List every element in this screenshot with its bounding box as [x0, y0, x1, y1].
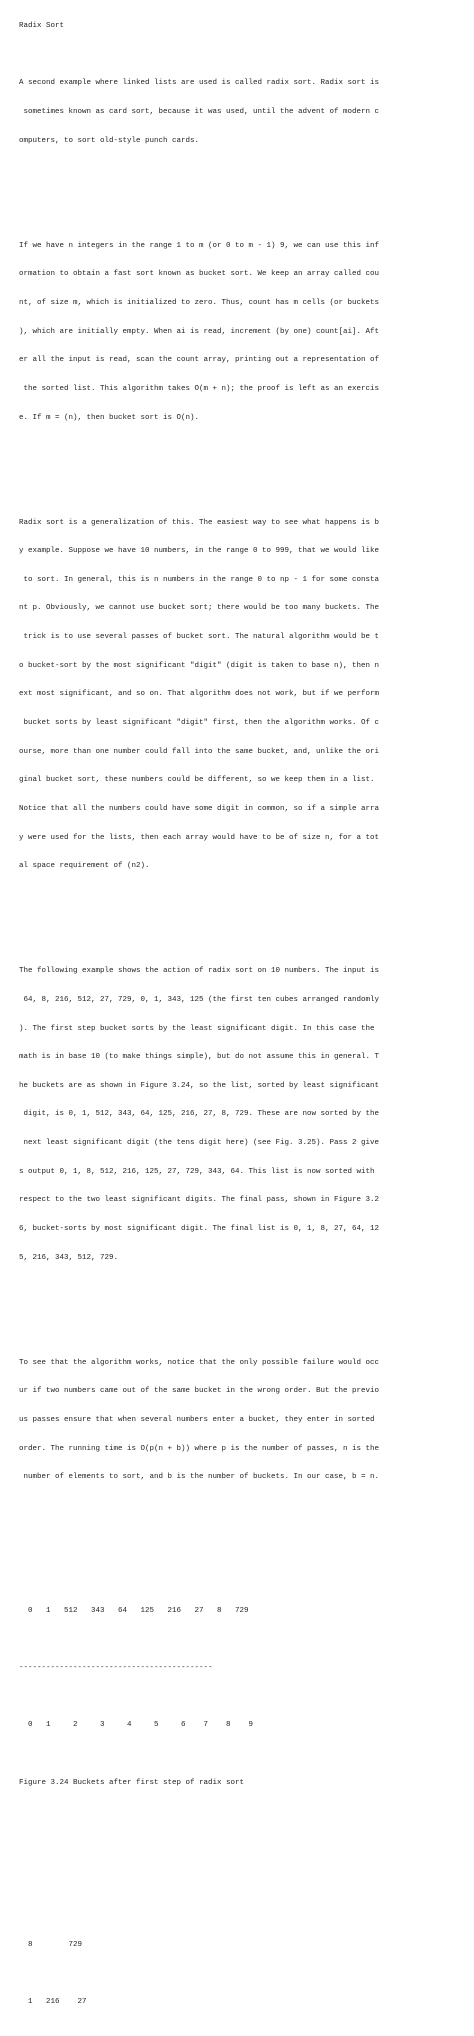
text-line: To see that the algorithm works, notice that the only possible failure would occ [19, 1358, 380, 1367]
figure-3-24 [19, 1588, 469, 1808]
text-line: y example. Suppose we have 10 numbers, in the range 0 to 999, that we would like [19, 547, 380, 556]
text-line: o bucket-sort by the most significant "digit" (digit is taken to base n), then n [19, 661, 380, 670]
figure-gap [19, 1970, 469, 1980]
paragraph-gap [19, 1521, 469, 1531]
figure-gap [19, 1750, 469, 1760]
text-line: The following example shows the action of radix sort on 10 numbers. The input is [19, 967, 380, 976]
paragraph-bucket-sort [19, 223, 469, 443]
text-line: ormation to obtain a fast sort known as bucket sort. We keep an array called cou [19, 270, 380, 279]
text-line: number of elements to sort, and b is the number of buckets. In our case, b = n. [19, 1473, 380, 1482]
document-page [19, 3, 469, 2036]
text-line: s output 0, 1, 8, 512, 216, 125, 27, 729, 343, 64. This list is now sorted with [19, 1167, 375, 1176]
figure-bucket-numbers: 0 1 2 3 4 5 6 7 8 9 [19, 1721, 254, 1730]
figure-bucket-contents: 0 1 512 343 64 125 216 27 8 729 [19, 1606, 249, 1615]
text-line: Notice that all the numbers could have some digit in common, so if a simple arra [19, 804, 380, 813]
text-line: ), which are initially empty. When ai is read, increment (by one) count[ai]. Aft [19, 327, 380, 336]
text-line: 6, bucket-sorts by most significant digit. The final list is 0, 1, 8, 27, 64, 12 [19, 1225, 380, 1233]
text-line: math is in base 10 (to make things simple), but do not assume this in general. T [19, 1053, 380, 1062]
text-line: digit, is 0, 1, 512, 343, 64, 125, 216, 27, 8, 729. These are now sorted by the [19, 1110, 380, 1119]
figure-row: 8 729 [19, 1941, 83, 1950]
text-line: us passes ensure that when several numbers enter a bucket, they enter in sorted [19, 1415, 375, 1424]
text-line: ur if two numbers came out of the same bucket in the wrong order. But the previo [19, 1387, 380, 1396]
text-line: bucket sorts by least significant "digit" first, then the algorithm works. Of c [19, 719, 380, 728]
text-line: nt, of size m, which is initialized to zero. Thus, count has m cells (or buckets [19, 298, 380, 307]
paragraph-gap [19, 910, 469, 920]
text-line: omputers, to sort old-style punch cards. [19, 136, 200, 145]
text-line: ourse, more than one number could fall into the same bucket, and, unlike the ori [19, 747, 380, 756]
text-line: ). The first step bucket sorts by the least significant digit. In this case the [19, 1024, 375, 1033]
text-line: next least significant digit (the tens digit here) (see Fig. 3.25). Pass 2 give [19, 1139, 380, 1148]
figure-separator: ------------------------------------------- [19, 1664, 213, 1673]
text-line: If we have n integers in the range 1 to m (or 0 to m - 1) 9, we can use this inf [19, 241, 380, 250]
text-line: the sorted list. This algorithm takes O(m + n); the proof is left as an exercis [19, 384, 380, 393]
text-line: e. If m = (n), then bucket sort is O(n). [19, 413, 200, 422]
text-line: sometimes known as card sort, because it was used, until the advent of modern c [19, 108, 380, 117]
paragraph-gap [19, 1826, 469, 1836]
paragraph-gap [19, 1884, 469, 1894]
section-heading: Radix Sort [19, 22, 65, 31]
text-line: Radix sort is a generalization of this. The easiest way to see what happens is b [19, 518, 380, 527]
paragraph-gap [19, 461, 469, 471]
paragraph-example [19, 948, 469, 1282]
paragraph-gap [19, 1550, 469, 1560]
paragraph-gap [19, 1301, 469, 1311]
text-line: trick is to use several passes of bucket sort. The natural algorithm would be t [19, 633, 380, 642]
figure-caption: Figure 3.24 Buckets after first step of radix sort [19, 1778, 245, 1787]
paragraph-gap [19, 1855, 469, 1865]
text-line: ginal bucket sort, these numbers could be different, so we keep them in a list. [19, 776, 375, 785]
figure-gap [19, 1693, 469, 1703]
text-line: 64, 8, 216, 512, 27, 729, 0, 1, 343, 125 (the first ten cubes arranged randomly [19, 995, 380, 1004]
text-line: 5, 216, 343, 512, 729. [19, 1253, 119, 1262]
text-line: al space requirement of (n2). [19, 862, 150, 871]
text-line: er all the input is read, scan the count array, printing out a representation of [19, 356, 380, 365]
figure-gap [19, 1636, 469, 1646]
paragraph-correctness [19, 1340, 469, 1502]
text-line: he buckets are as shown in Figure 3.24, so the list, sorted by least significant [19, 1081, 380, 1090]
text-line: respect to the two least significant digits. The final pass, shown in Figure 3.2 [19, 1196, 380, 1205]
paragraph-gap [19, 184, 469, 194]
text-line: ext most significant, and so on. That algorithm does not work, but if we perform [19, 690, 380, 699]
figure-3-25 [19, 1922, 469, 2027]
paragraph-generalization [19, 499, 469, 890]
text-line: A second example where linked lists are used is called radix sort. Radix sort is [19, 79, 380, 88]
text-line: order. The running time is O(p(n + b)) where p is the number of passes, n is the [19, 1444, 380, 1453]
text-line: to sort. In general, this is n numbers in the range 0 to np - 1 for some consta [19, 575, 380, 584]
text-line: y were used for the lists, then each array would have to be of size n, for a tot [19, 833, 380, 842]
paragraph-intro [19, 60, 469, 165]
figure-row: 1 216 27 [19, 1998, 87, 2007]
text-line: nt p. Obviously, we cannot use bucket sort; there would be too many buckets. The [19, 604, 380, 613]
